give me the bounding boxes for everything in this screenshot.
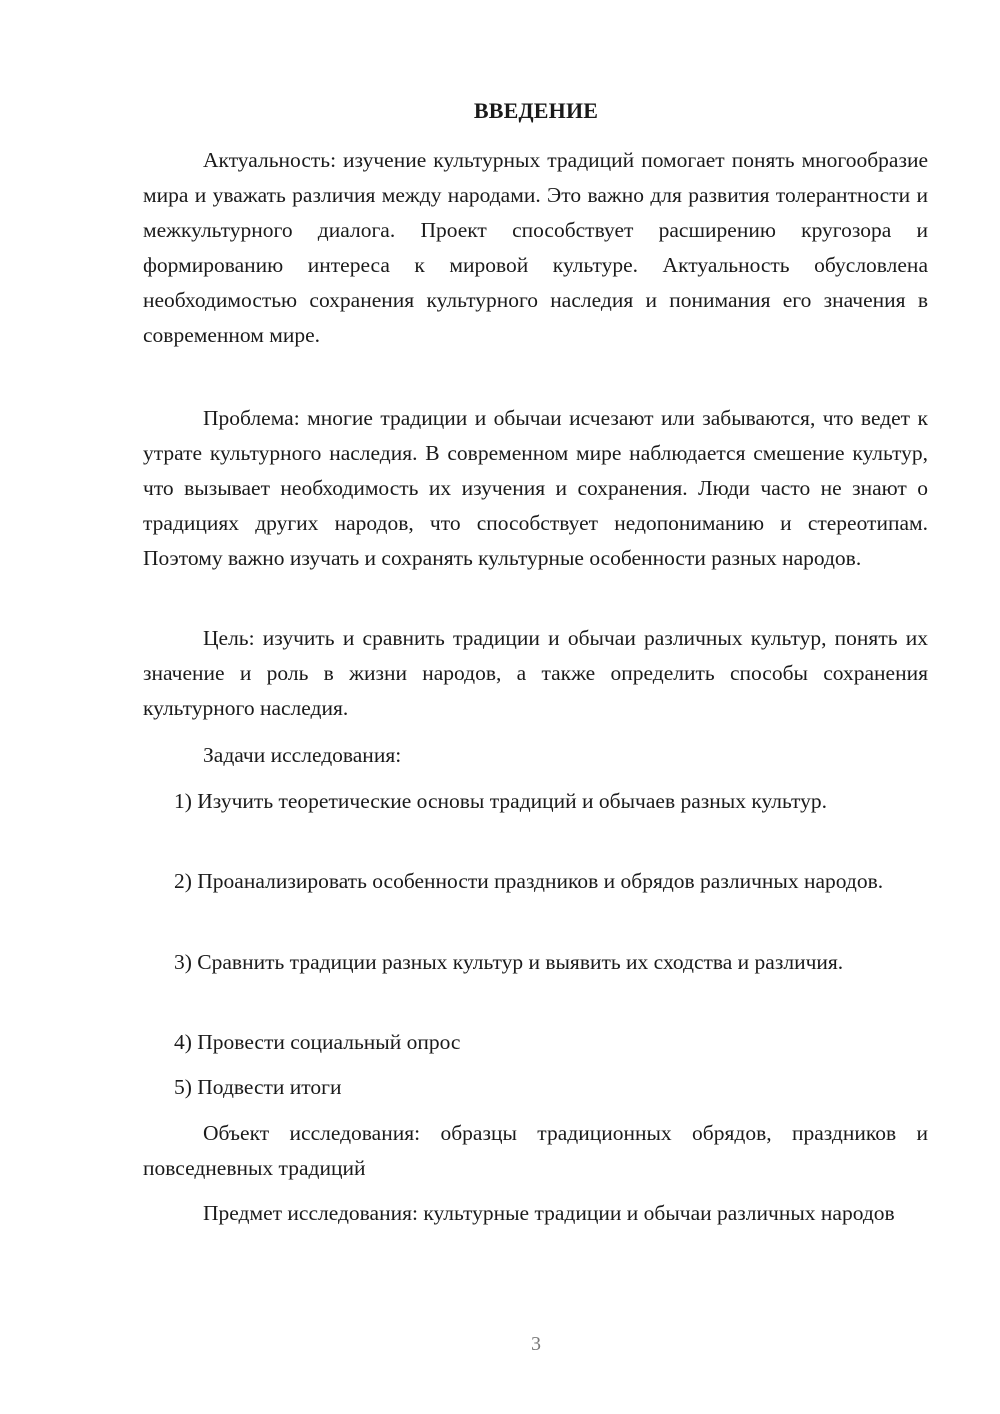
problem-paragraph: Проблема: многие традиции и обычаи исчезают или забываются, что ведет к утрате культурного наследия. В современном мире наблюдается смешение культур, что вызывает необходимость их изучения и сохранения. Люди часто не знают о традициях других народов, что способствует недопониманию и стереотипам. Поэтому важно изучать и сохранять культурные особенности разных народов. (143, 406, 928, 570)
task-item-1: 1) Изучить теоретические основы традиций и обычаев разных культур. (174, 789, 827, 813)
tasks-intro: Задачи исследования: (203, 743, 402, 767)
page-number: 3 (531, 1333, 541, 1355)
section-heading: ВВЕДЕНИЕ (473, 98, 599, 123)
task-item-5: 5) Подвести итоги (174, 1075, 342, 1099)
research-subject-paragraph: Предмет исследования: культурные традиции и обычаи различных народов (203, 1201, 895, 1225)
goal-paragraph: Цель: изучить и сравнить традиции и обычаи различных культур, понять их значение и роль в жизни народов, а также определить способы сохранения культурного наследия. (143, 626, 928, 720)
relevance-paragraph: Актуальность: изучение культурных традиций помогает понять многообразие мира и уважать различия между народами. Это важно для развития толерантности и межкультурного диалога. Проект способствует расширению кругозора и формированию интереса к мировой культуре. Актуальность обусловлена необходимостью сохранения культурного наследия и понимания его значения в современном мире. (143, 148, 928, 347)
task-item-4: 4) Провести социальный опрос (174, 1030, 461, 1054)
task-item-2: 2) Проанализировать особенности праздников и обрядов различных народов. (174, 869, 884, 893)
task-item-3: 3) Сравнить традиции разных культур и выявить их сходства и различия. (174, 950, 844, 974)
research-object-paragraph: Объект исследования: образцы традиционных обрядов, праздников и повседневных традиций (143, 1121, 928, 1180)
